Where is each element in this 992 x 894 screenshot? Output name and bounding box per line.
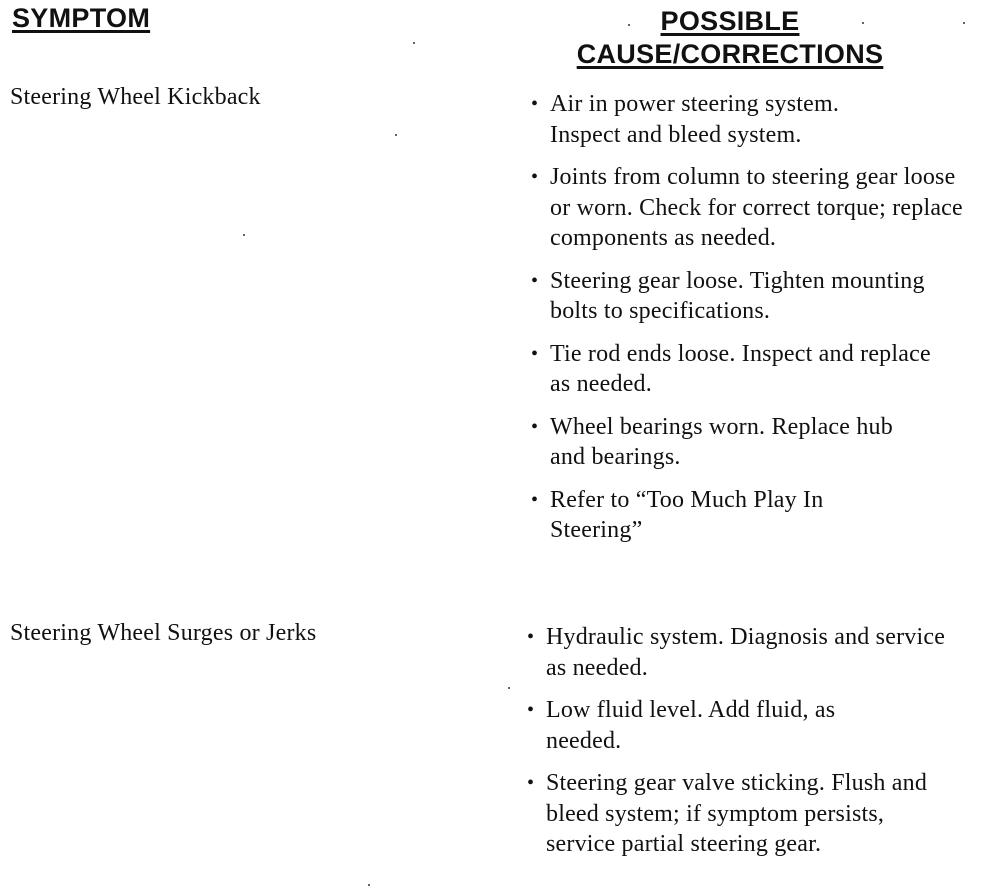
cause-item: • Steering gear valve sticking. Flush and bleed system; if symptom persists, service partial steering gear. [524, 768, 951, 860]
cause-item: • Refer to “Too Much Play In Steering” [528, 485, 900, 546]
cause-item: • Joints from column to steering gear loose or worn. Check for correct torque; replace components as needed. [528, 162, 965, 254]
scan-speck [508, 687, 510, 689]
cause-column-header [560, 5, 900, 71]
scan-speck [395, 134, 397, 136]
cause-item: • Wheel bearings worn. Replace hub and bearings. [528, 412, 910, 473]
scan-speck [413, 42, 415, 44]
cause-item: • Tie rod ends loose. Inspect and replace as needed. [528, 339, 935, 400]
cause-header-line-1: POSSIBLE [660, 6, 800, 36]
cause-header-line-2: CAUSE/CORRECTIONS [576, 38, 884, 69]
symptom-kickback: Steering Wheel Kickback [10, 84, 261, 110]
symptom-surges-jerks: Steering Wheel Surges or Jerks [10, 620, 317, 646]
cause-item: • Low fluid level. Add fluid, as needed. [524, 695, 916, 756]
scan-speck [963, 22, 965, 24]
cause-item: • Steering gear loose. Tighten mounting bolts to specifications. [528, 266, 945, 327]
scan-speck [368, 884, 370, 886]
cause-list-kickback [528, 89, 968, 558]
symptom-column-header: SYMPTOM [12, 3, 151, 33]
cause-item: • Hydraulic system. Diagnosis and service as needed. [524, 622, 946, 683]
scan-speck [243, 234, 245, 236]
scan-speck [862, 22, 864, 24]
cause-item: • Air in power steering system. Inspect and bleed system. [528, 89, 900, 150]
scan-speck [628, 24, 630, 26]
cause-list-surges-jerks [524, 622, 964, 872]
